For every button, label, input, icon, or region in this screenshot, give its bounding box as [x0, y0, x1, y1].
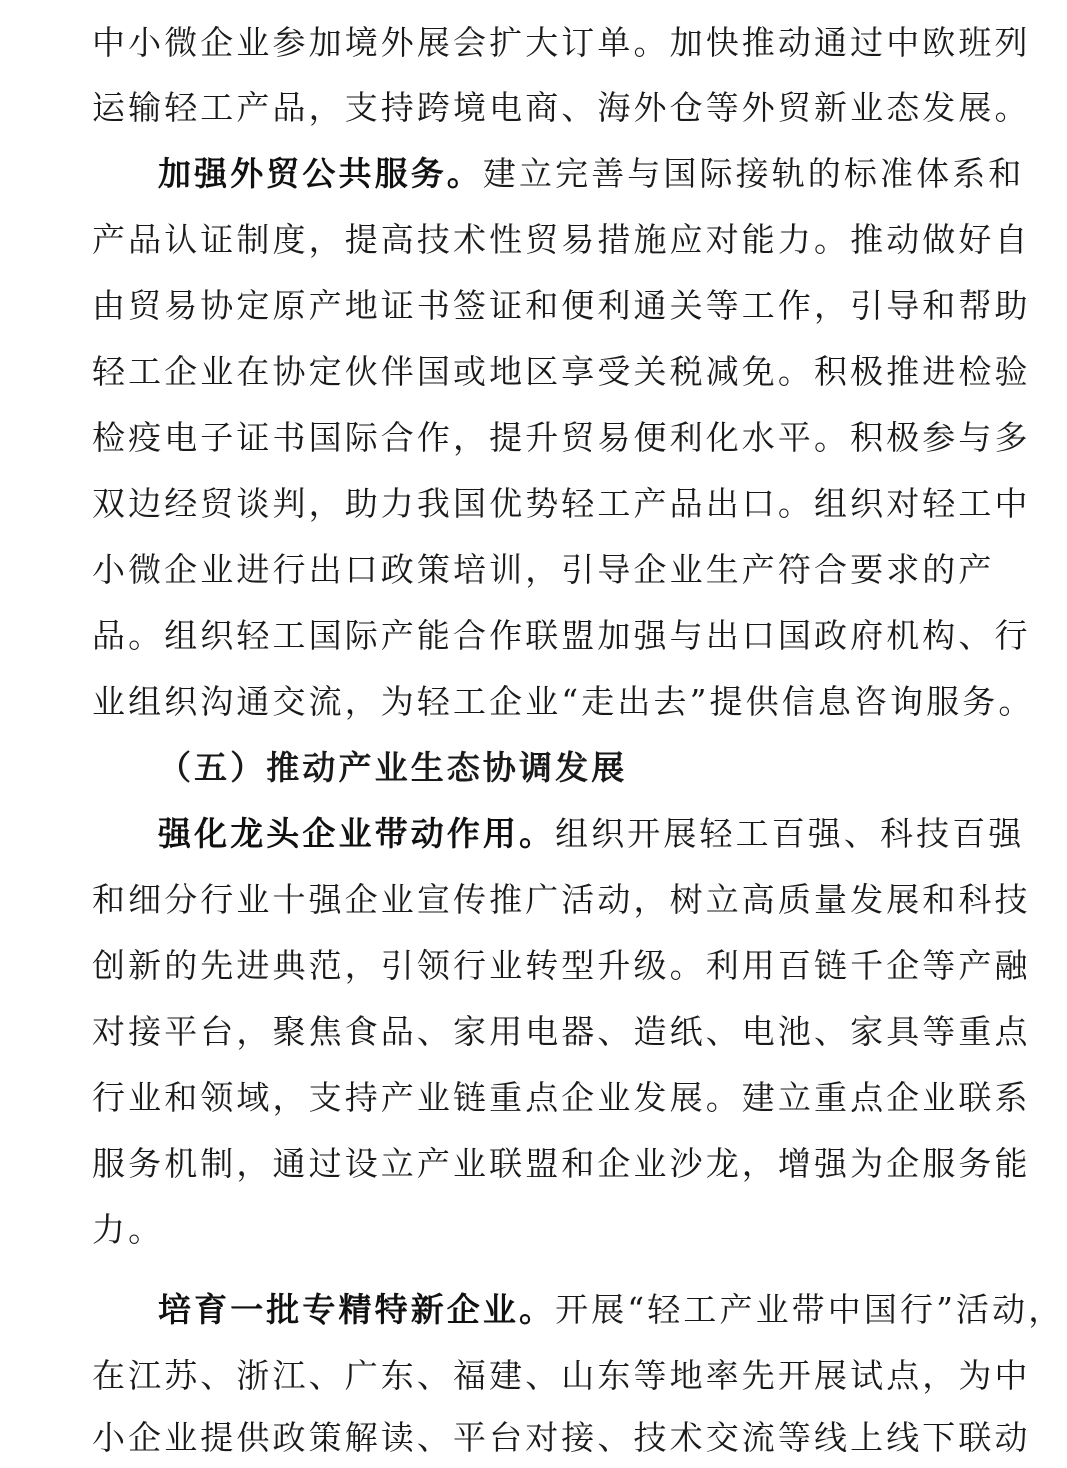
- paragraph-specialized-enterprises: [158, 1280, 1065, 1340]
- paragraph-trade-services: [158, 144, 1058, 204]
- text-line: 运输轻工产品，支持跨境电商、海外仓等外贸新业态发展。: [92, 88, 1031, 127]
- text-line: 双边经贸谈判，助力我国优势轻工产品出口。组织对轻工中: [92, 484, 1031, 523]
- text-line: 轻工企业在协定伙伴国或地区享受关税减免。积极推进检验: [92, 352, 1031, 391]
- text-segment: 开展“轻工产业带中国行”活动，: [555, 1290, 1065, 1329]
- text-segment: 建立完善与国际接轨的标准体系和: [482, 154, 1025, 193]
- text-line: 力。: [92, 1210, 165, 1249]
- lead-trade-services: 加强外贸公共服务。: [158, 154, 483, 193]
- text-line: 检疫电子证书国际合作，提升贸易便利化水平。积极参与多: [92, 418, 1031, 457]
- text-line: 创新的先进典范，引领行业转型升级。利用百链千企等产融: [92, 946, 1031, 985]
- text-line: 中小微企业参加境外展会扩大订单。加快推动通过中欧班列: [92, 23, 1031, 62]
- text-line: 品。组织轻工国际产能合作联盟加强与出口国政府机构、行: [92, 616, 1031, 655]
- text-segment: 组织开展轻工百强、科技百强: [555, 814, 1025, 853]
- section-heading: （五）推动产业生态协调发展: [158, 748, 628, 787]
- paragraph-leading-enterprises: [158, 804, 1058, 864]
- text-line: 行业和领域，支持产业链重点企业发展。建立重点企业联系: [92, 1078, 1031, 1117]
- lead-leading-enterprises: 强化龙头企业带动作用。: [158, 814, 556, 853]
- lead-specialized-enterprises: 培育一批专精特新企业。: [158, 1290, 556, 1329]
- text-line: 在江苏、浙江、广东、福建、山东等地率先开展试点，为中: [92, 1356, 1031, 1395]
- text-line: 和细分行业十强企业宣传推广活动，树立高质量发展和科技: [92, 880, 1031, 919]
- text-line: 小企业提供政策解读、平台对接、技术交流等线上线下联动: [92, 1418, 1031, 1457]
- text-line: 服务机制，通过设立产业联盟和企业沙龙，增强为企服务能: [92, 1144, 1031, 1183]
- text-line: 产品认证制度，提高技术性贸易措施应对能力。推动做好自: [92, 220, 1031, 259]
- text-line: 小微企业进行出口政策培训，引导企业生产符合要求的产: [92, 550, 995, 589]
- text-line: 由贸易协定原产地证书签证和便利通关等工作，引导和帮助: [92, 286, 1031, 325]
- text-line: 对接平台，聚焦食品、家用电器、造纸、电池、家具等重点: [92, 1012, 1031, 1051]
- text-line: 业组织沟通交流，为轻工企业“走出去”提供信息咨询服务。: [92, 682, 1035, 721]
